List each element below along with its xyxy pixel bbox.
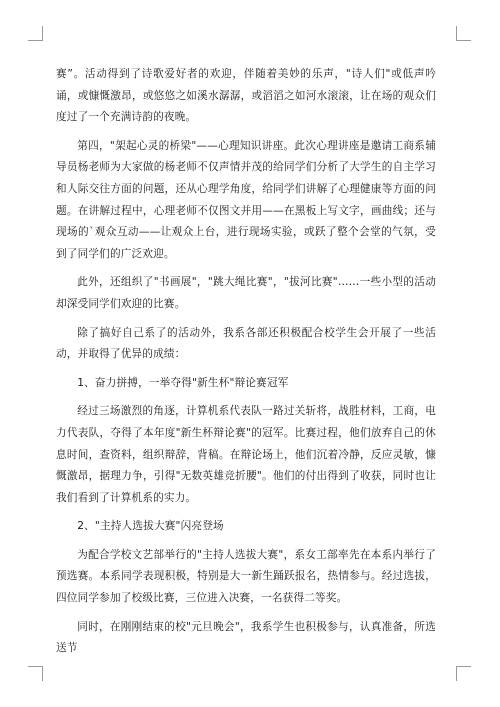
heading-host-contest: 2、"主持人选拔大赛"闪亮登场 [77,520,224,533]
paragraph-small-activities: 此外，还组织了"书画展"，"跳大绳比赛"，"拔河比赛"……一些小型的活动却深受同学们欢迎的比赛。 [56,276,436,310]
crop-mark-bottom-left [28,666,43,681]
paragraph-new-year-gala: 同时，在刚刚结束的校"元旦晚会"，我系学生也积极参与，认真准备，所选送节 [56,620,436,655]
paragraph-school-cooperation: 除了搞好自己系了的活动外，我系各部还积极配合校学生会开展了一些活动，并取得了优异的成绩： [56,326,436,361]
crop-mark-top-left [28,26,43,41]
heading-debate-championship: 1、奋力拼搏，一举夺得"新生杯"辩论赛冠军 [77,376,289,389]
paragraph-poetry-continuation: 赛”。活动得到了诗歌爱好者的欢迎，伴随着美妙的乐声，"诗人们"或低声吟诵，或慷慨激昂，或悠悠之如溪水潺潺，或滔滔之如河水滚滚，让在场的观众们度过了一个充满诗韵的夜晚。 [56,68,436,124]
paragraph-debate-details: 经过三场激烈的角逐，计算机系代表队一路过关斩将，战胜材料，工商，电力代表队，夺得了本年度"新生杯辩论赛"的冠军。比赛过程，他们放弃自己的休息时间，查资料，组织辩辞，背稿。在辩论场上，他们沉着冷静，反应灵敏，慷慨激昂，据理力争，引得"无数英雄竞折腰"。他们的付出得到了收获，同时也让我们看到了计算机系的实力。 [56,405,436,504]
crop-mark-top-right [456,26,471,41]
document-body [56,64,436,667]
crop-mark-bottom-right [456,666,471,681]
paragraph-host-contest-details: 为配合学校文艺部举行的"主持人选拔大赛"，系女工部率先在本系内举行了预选赛。本系同学表现积极，特别是大一新生踊跃报名，热情参与。经过选拔，四位同学参加了校级比赛，三位进入决赛，一名获得二等奖。 [56,548,436,605]
paragraph-psychology-lecture: 第四，"架起心灵的桥梁"——心理知识讲座。此次心理讲座是邀请工商系辅导员杨老师为大家做的杨老师不仅声情并茂的给同学们分析了大学生的自主学习和人际交往方面的问题，还从心理学角度，给同学们讲解了心理健康等方面的问题。在讲解过程中，心理老师不仅图文并用——在黑板上写文字，画曲线；还与现场的`观众互动——让观众上台，进行现场实验，或跃了整个会堂的气氛，受到了同学们的广泛欢迎。 [56,139,436,260]
